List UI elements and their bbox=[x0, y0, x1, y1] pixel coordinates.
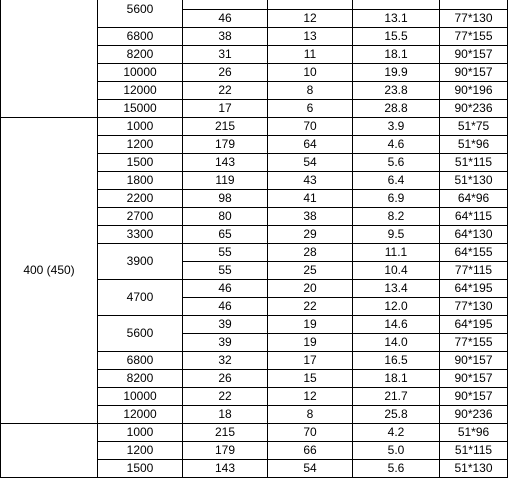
value-cell: 39 bbox=[183, 316, 268, 334]
capacitance-cell: 12000 bbox=[98, 82, 183, 100]
value-cell: 20 bbox=[268, 280, 353, 298]
size-cell: 51*115 bbox=[440, 154, 508, 172]
voltage-cell bbox=[1, 0, 98, 118]
value-cell: 8 bbox=[268, 406, 353, 424]
value-cell: 5.0 bbox=[353, 442, 440, 460]
capacitance-cell: 4700 bbox=[98, 280, 183, 316]
capacitance-cell: 1000 bbox=[98, 118, 183, 136]
value-cell: 39 bbox=[183, 334, 268, 352]
value-cell: 8.2 bbox=[353, 208, 440, 226]
value-cell: 13.1 bbox=[353, 10, 440, 28]
capacitance-cell: 3900 bbox=[98, 244, 183, 280]
size-cell: 51*75 bbox=[440, 118, 508, 136]
voltage-cell bbox=[1, 424, 98, 478]
value-cell: 17 bbox=[183, 100, 268, 118]
value-cell: 66 bbox=[268, 442, 353, 460]
size-cell: 51*115 bbox=[440, 442, 508, 460]
size-cell: 77*130 bbox=[440, 298, 508, 316]
value-cell: 25 bbox=[268, 262, 353, 280]
capacitance-cell: 1800 bbox=[98, 172, 183, 190]
value-cell: 15.5 bbox=[353, 28, 440, 46]
value-cell: 22 bbox=[183, 388, 268, 406]
value-cell: 14.6 bbox=[353, 316, 440, 334]
size-cell: 90*157 bbox=[440, 352, 508, 370]
size-cell: 77*115 bbox=[440, 262, 508, 280]
value-cell: 25.8 bbox=[353, 406, 440, 424]
table-row bbox=[1, 424, 508, 442]
size-cell: 90*157 bbox=[440, 388, 508, 406]
capacitance-cell: 6800 bbox=[98, 28, 183, 46]
capacitance-cell: 1500 bbox=[98, 460, 183, 478]
value-cell: 55 bbox=[183, 262, 268, 280]
value-cell: 6.4 bbox=[353, 172, 440, 190]
value-cell: 54 bbox=[268, 460, 353, 478]
size-cell: 64*96 bbox=[440, 190, 508, 208]
size-cell: 51*96 bbox=[440, 136, 508, 154]
value-cell: 10.4 bbox=[353, 262, 440, 280]
size-cell: 51*96 bbox=[440, 424, 508, 442]
value-cell: 9.5 bbox=[353, 226, 440, 244]
value-cell: 70 bbox=[268, 424, 353, 442]
value-cell: 17 bbox=[268, 352, 353, 370]
value-cell: 38 bbox=[268, 208, 353, 226]
value-cell: 19 bbox=[268, 316, 353, 334]
value-cell: 26 bbox=[183, 370, 268, 388]
size-cell: 51*130 bbox=[440, 460, 508, 478]
capacitance-cell: 10000 bbox=[98, 388, 183, 406]
value-cell: 80 bbox=[183, 208, 268, 226]
value-cell: 70 bbox=[268, 118, 353, 136]
capacitance-cell: 2700 bbox=[98, 208, 183, 226]
value-cell: 3.9 bbox=[353, 118, 440, 136]
size-cell: 77*155 bbox=[440, 334, 508, 352]
value-cell: 22 bbox=[268, 298, 353, 316]
value-cell: 179 bbox=[183, 136, 268, 154]
value-cell: 12 bbox=[268, 388, 353, 406]
capacitance-cell: 2200 bbox=[98, 190, 183, 208]
value-cell: 12 bbox=[268, 10, 353, 28]
value-cell: 14.0 bbox=[353, 334, 440, 352]
value-cell: 28 bbox=[268, 244, 353, 262]
size-cell: 77*130 bbox=[440, 10, 508, 28]
capacitance-cell: 1000 bbox=[98, 424, 183, 442]
size-cell: 90*157 bbox=[440, 64, 508, 82]
capacitance-cell: 15000 bbox=[98, 100, 183, 118]
value-cell: 29 bbox=[268, 226, 353, 244]
size-cell: 51*130 bbox=[440, 172, 508, 190]
value-cell: 54 bbox=[268, 154, 353, 172]
value-cell: 143 bbox=[183, 154, 268, 172]
value-cell: 8 bbox=[268, 82, 353, 100]
size-cell: 64*115 bbox=[440, 208, 508, 226]
value-cell: 46 bbox=[183, 10, 268, 28]
size-cell: 64*155 bbox=[440, 244, 508, 262]
value-cell: 43 bbox=[268, 172, 353, 190]
value-cell: 46 bbox=[183, 280, 268, 298]
capacitance-cell: 1200 bbox=[98, 136, 183, 154]
value-cell: 215 bbox=[183, 424, 268, 442]
capacitance-cell: 3300 bbox=[98, 226, 183, 244]
value-cell: 6.9 bbox=[353, 190, 440, 208]
value-cell: 32 bbox=[183, 352, 268, 370]
capacitance-cell: 8200 bbox=[98, 370, 183, 388]
value-cell: 19 bbox=[268, 334, 353, 352]
value-cell: 21.7 bbox=[353, 388, 440, 406]
value-cell: 18 bbox=[183, 406, 268, 424]
capacitance-cell: 1500 bbox=[98, 154, 183, 172]
table-row bbox=[1, 118, 508, 136]
value-cell: 10 bbox=[268, 64, 353, 82]
value-cell: 6 bbox=[268, 100, 353, 118]
value-cell: 12.0 bbox=[353, 298, 440, 316]
voltage-cell: 400 (450) bbox=[1, 118, 98, 424]
value-cell: 5.6 bbox=[353, 154, 440, 172]
value-cell: 13.4 bbox=[353, 280, 440, 298]
size-cell: 90*157 bbox=[440, 46, 508, 64]
value-cell: 19.9 bbox=[353, 64, 440, 82]
value-cell: 179 bbox=[183, 442, 268, 460]
value-cell: 23.8 bbox=[353, 82, 440, 100]
value-cell: 28.8 bbox=[353, 100, 440, 118]
capacitance-cell: 6800 bbox=[98, 352, 183, 370]
value-cell: 4.2 bbox=[353, 424, 440, 442]
size-cell: 64*195 bbox=[440, 280, 508, 298]
table-row bbox=[1, 0, 508, 10]
value-cell: 41 bbox=[268, 190, 353, 208]
value-cell: 98 bbox=[183, 190, 268, 208]
size-cell: 64*195 bbox=[440, 316, 508, 334]
value-cell: 5.6 bbox=[353, 460, 440, 478]
capacitance-cell: 10000 bbox=[98, 64, 183, 82]
value-cell: 13 bbox=[268, 28, 353, 46]
value-cell: 215 bbox=[183, 118, 268, 136]
size-cell: 90*236 bbox=[440, 406, 508, 424]
value-cell: 22 bbox=[183, 82, 268, 100]
value-cell: 18.1 bbox=[353, 46, 440, 64]
size-cell: 77*155 bbox=[440, 28, 508, 46]
capacitance-cell: 12000 bbox=[98, 406, 183, 424]
value-cell: 11 bbox=[268, 46, 353, 64]
value-cell: 119 bbox=[183, 172, 268, 190]
capacitance-cell: 5600 bbox=[98, 316, 183, 352]
value-cell: 38 bbox=[183, 28, 268, 46]
value-cell: 16.5 bbox=[353, 352, 440, 370]
size-cell: 90*196 bbox=[440, 82, 508, 100]
size-cell: 90*157 bbox=[440, 370, 508, 388]
value-cell: 143 bbox=[183, 460, 268, 478]
value-cell: 31 bbox=[183, 46, 268, 64]
value-cell bbox=[353, 0, 440, 10]
value-cell: 55 bbox=[183, 244, 268, 262]
value-cell: 46 bbox=[183, 298, 268, 316]
size-cell: 90*236 bbox=[440, 100, 508, 118]
table-body bbox=[1, 0, 508, 478]
capacitance-cell: 1200 bbox=[98, 442, 183, 460]
value-cell: 15 bbox=[268, 370, 353, 388]
value-cell bbox=[268, 0, 353, 10]
value-cell: 4.6 bbox=[353, 136, 440, 154]
capacitance-cell: 8200 bbox=[98, 46, 183, 64]
size-cell: 64*130 bbox=[440, 226, 508, 244]
value-cell: 64 bbox=[268, 136, 353, 154]
capacitance-cell: 5600 bbox=[98, 0, 183, 28]
value-cell: 26 bbox=[183, 64, 268, 82]
value-cell: 11.1 bbox=[353, 244, 440, 262]
value-cell: 18.1 bbox=[353, 370, 440, 388]
size-cell bbox=[440, 0, 508, 10]
value-cell: 65 bbox=[183, 226, 268, 244]
value-cell bbox=[183, 0, 268, 10]
